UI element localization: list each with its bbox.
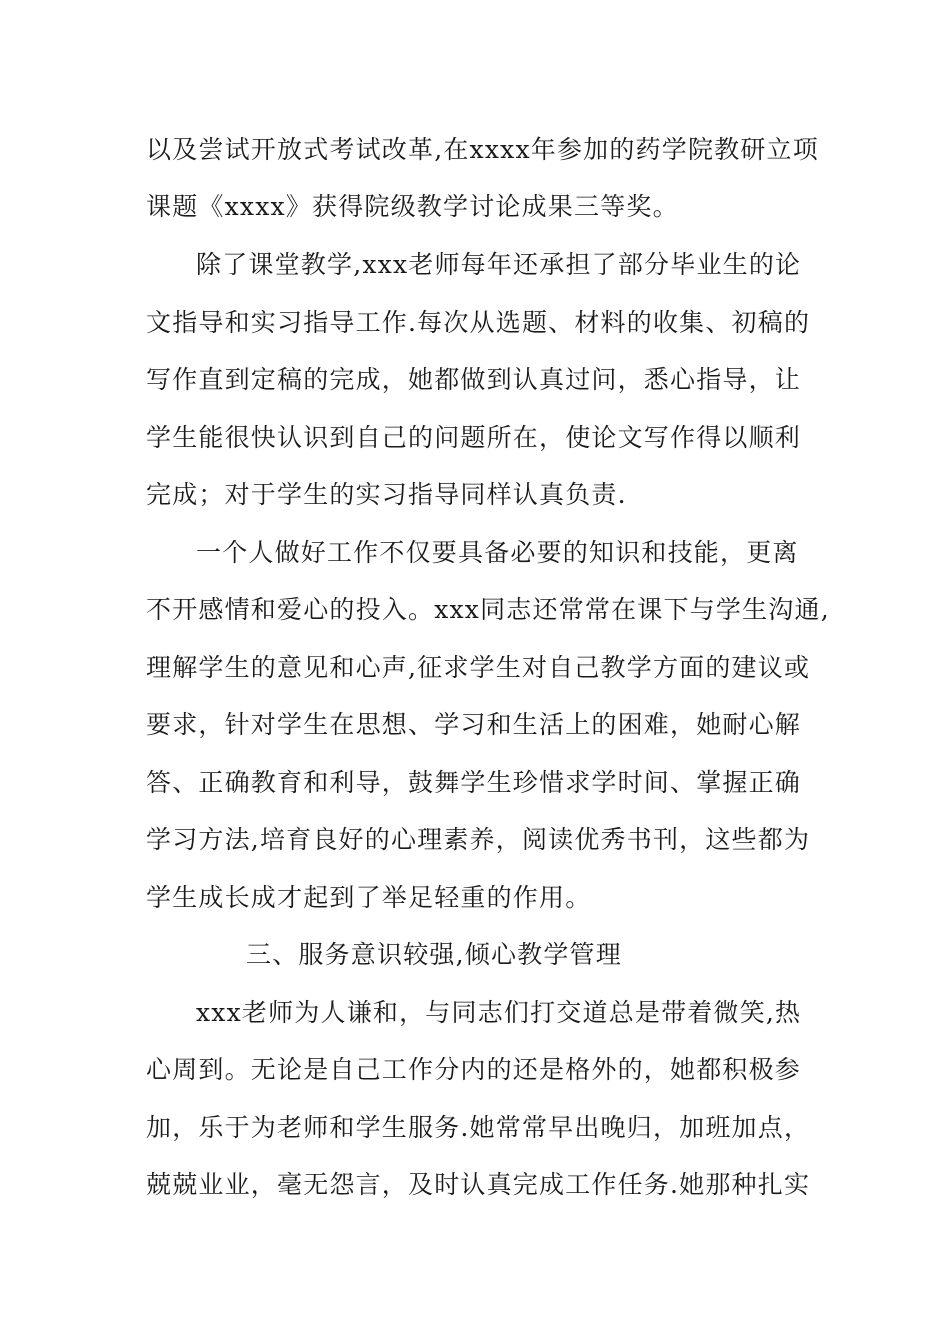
text-line: 完成；对于学生的实习指导同样认真负责. bbox=[146, 480, 627, 509]
text-line: 不开感情和爱心的投入。xxx同志还常常在课下与学生沟通, bbox=[146, 595, 830, 624]
text-line: 学习方法,培育良好的心理素养，阅读优秀书刊，这些都为 bbox=[146, 825, 811, 854]
text-line: 心周到。无论是自己工作分内的还是格外的，她都积极参 bbox=[146, 1055, 802, 1084]
paragraph-first-line: xxx老师为人谦和，与同志们打交道总是带着微笑,热 bbox=[196, 998, 802, 1027]
section-heading: 三、服务意识较强,倾心教学管理 bbox=[246, 940, 622, 969]
paragraph-first-line: 一个人做好工作不仅要具备必要的知识和技能，更离 bbox=[196, 538, 799, 567]
text-line: 文指导和实习指导工作.每次从选题、材料的收集、初稿的 bbox=[146, 308, 811, 337]
text-line: 答、正确教育和利导，鼓舞学生珍惜求学时间、掌握正确 bbox=[146, 768, 802, 797]
text-line: 写作直到定稿的完成，她都做到认真过问，悉心指导，让 bbox=[146, 365, 802, 394]
text-line: 学生成长成才起到了举足轻重的作用。 bbox=[146, 883, 592, 912]
text-line: 加，乐于为老师和学生服务.她常常早出晚归，加班加点， bbox=[146, 1113, 811, 1142]
text-line: 兢兢业业，毫无怨言，及时认真完成工作任务.她那种扎实 bbox=[146, 1170, 811, 1199]
text-line: 学生能很快认识到自己的问题所在，使论文写作得以顺利 bbox=[146, 423, 802, 452]
text-line: 以及尝试开放式考试改革,在xxxx年参加的药学院教研立项 bbox=[146, 135, 819, 164]
text-line: 课题《xxxx》获得院级教学讨论成果三等奖。 bbox=[146, 192, 679, 221]
paragraph-first-line: 除了课堂教学,xxx老师每年还承担了部分毕业生的论 bbox=[196, 250, 802, 279]
text-line: 理解学生的意见和心声,征求学生对自己教学方面的建议或 bbox=[146, 653, 811, 682]
text-line: 要求，针对学生在思想、学习和生活上的困难，她耐心解 bbox=[146, 710, 802, 739]
